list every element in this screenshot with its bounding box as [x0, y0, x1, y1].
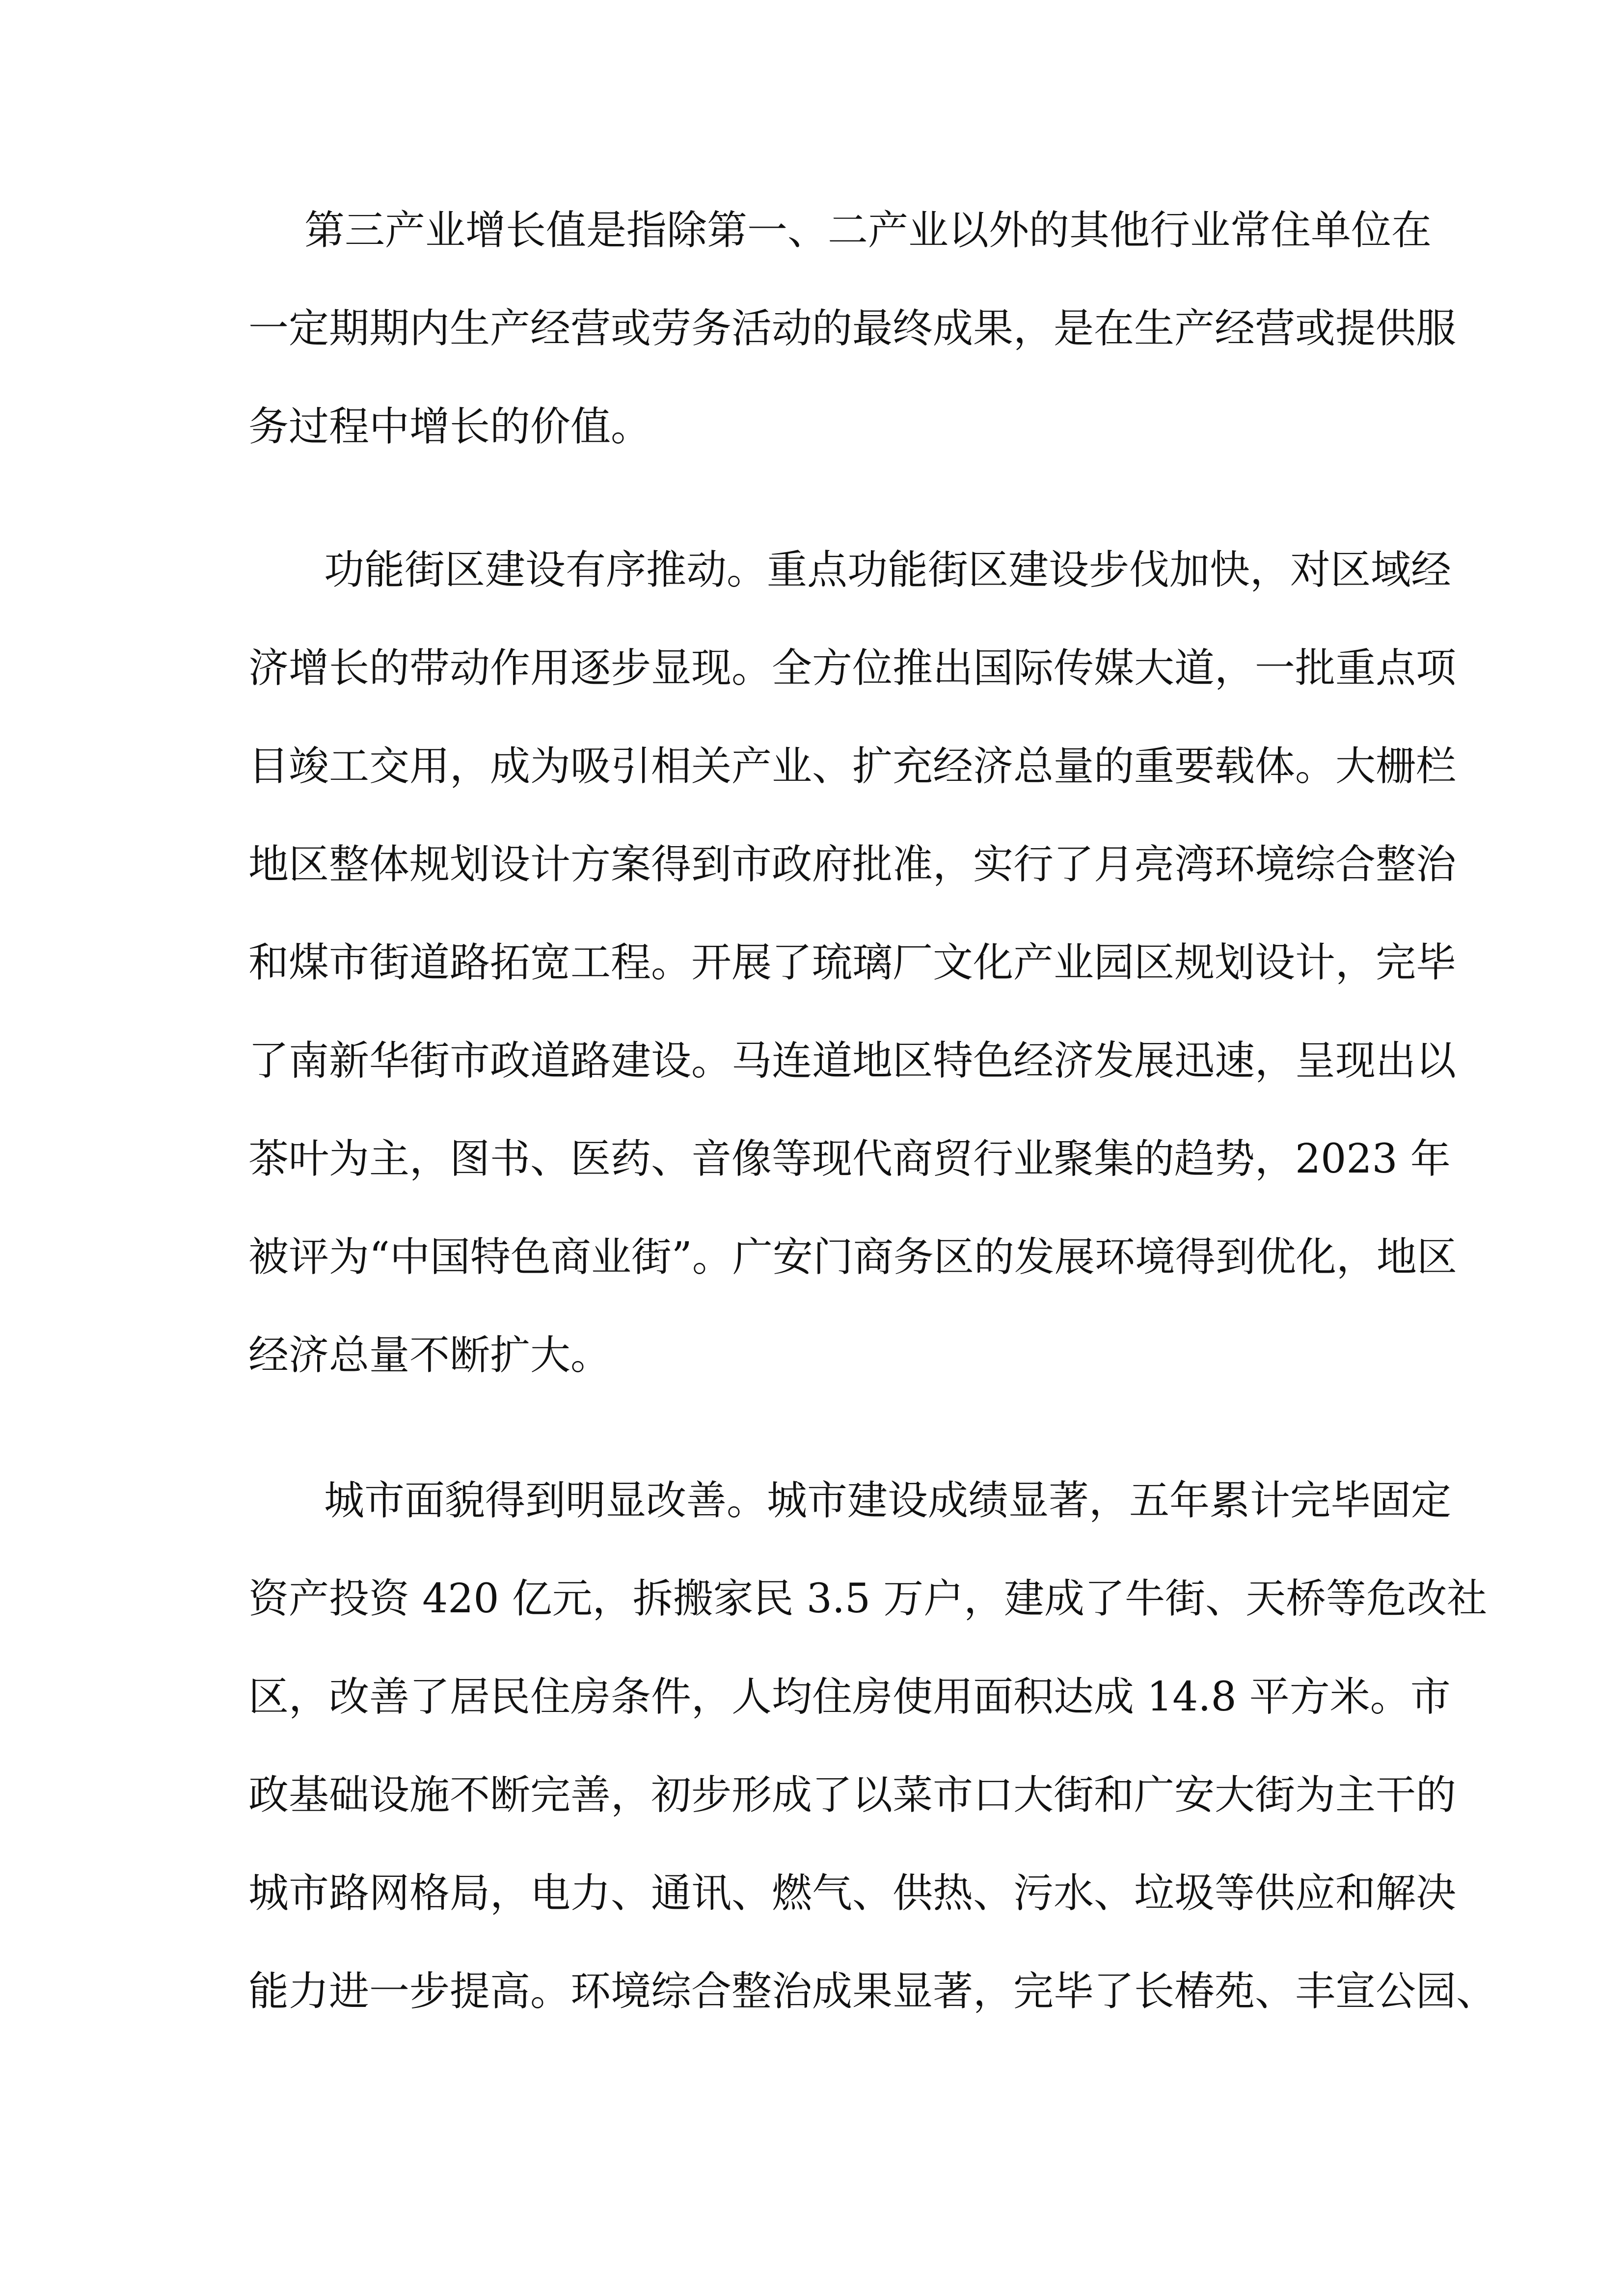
- paragraph-3-line-5: 城市路网格局，电力、通讯、燃气、供热、污水、垃圾等供应和解决: [248, 1870, 1457, 1917]
- paragraph-3-line-3: 区，改善了居民住房条件，人均住房使用面积达成 14.8 平方米。市: [248, 1674, 1451, 1720]
- paragraph-2-line-6: 了南新华街市政道路建设。马连道地区特色经济发展迅速，呈现出以: [248, 1038, 1457, 1084]
- paragraph-2-line-8: 被评为“中国特色商业街”。广安门商务区的发展环境得到优化，地区: [248, 1234, 1457, 1281]
- paragraph-3-line-2: 资产投资 420 亿元，拆搬家民 3.5 万户，建成了牛街、天桥等危改社: [248, 1575, 1488, 1622]
- paragraph-2-line-1: 功能街区建设有序推动。重点功能街区建设步伐加快，对区域经: [324, 547, 1452, 593]
- paragraph-2-line-9: 经济总量不断扩大。: [248, 1332, 611, 1379]
- paragraph-2-line-3: 目竣工交用，成为吸引相关产业、扩充经济总量的重要载体。大栅栏: [248, 743, 1457, 790]
- paragraph-2-line-5: 和煤市街道路拓宽工程。开展了琉璃厂文化产业园区规划设计，完毕: [248, 939, 1457, 986]
- paragraph-1-line-2: 一定期期内生产经营或劳务活动的最终成果，是在生产经营或提供服: [248, 305, 1457, 352]
- paragraph-1-line-3: 务过程中增长的价值。: [248, 403, 651, 450]
- paragraph-2-line-7: 茶叶为主，图书、医药、音像等现代商贸行业聚集的趋势，2023 年: [248, 1136, 1451, 1182]
- paragraph-3-line-4: 政基础设施不断完善，初步形成了以菜市口大街和广安大街为主干的: [248, 1772, 1457, 1818]
- paragraph-2-line-4: 地区整体规划设计方案得到市政府批准，实行了月亮湾环境综合整治: [248, 841, 1457, 888]
- paragraph-3-line-6: 能力进一步提高。环境综合整治成果显著，完毕了长椿苑、丰宣公园、: [248, 1968, 1497, 2015]
- paragraph-3-line-1: 城市面貌得到明显改善。城市建设成绩显著，五年累计完毕固定: [324, 1477, 1452, 1524]
- paragraph-2-line-2: 济增长的带动作用逐步显现。全方位推出国际传媒大道，一批重点项: [248, 645, 1457, 692]
- paragraph-1-line-1: 第三产业增长值是指除第一、二产业以外的其他行业常住单位在: [304, 207, 1432, 254]
